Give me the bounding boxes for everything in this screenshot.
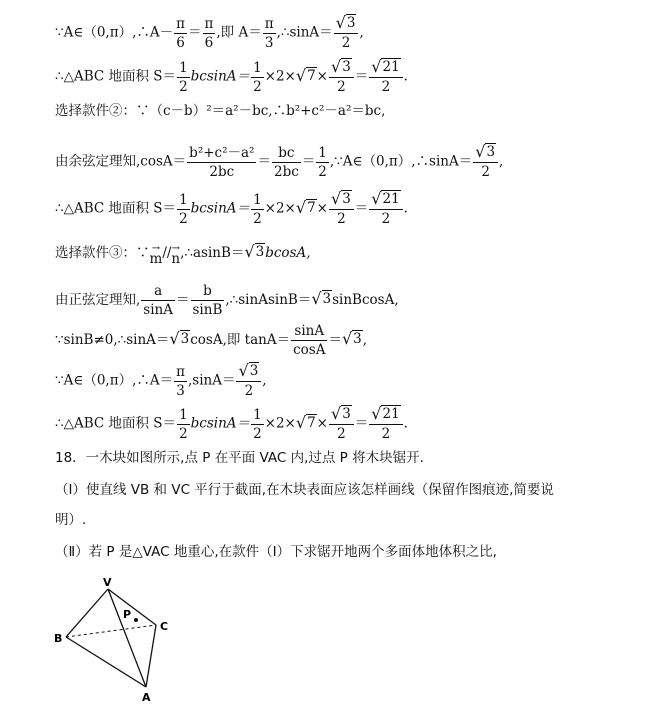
denominator: sinA xyxy=(143,302,173,318)
solution-line-4 xyxy=(55,143,503,181)
text: ×2× xyxy=(264,415,296,432)
radicand: 7 xyxy=(307,414,316,431)
text: . xyxy=(403,200,408,217)
text: ＝ xyxy=(354,415,369,432)
text: ∴△ABC 地面积 S＝ xyxy=(55,68,177,85)
numerator: π xyxy=(176,363,185,380)
fraction xyxy=(316,144,329,181)
sqrt: √ 3 xyxy=(244,242,265,261)
solution-line-1 xyxy=(55,14,364,52)
radicand: 3 xyxy=(255,244,265,260)
fraction xyxy=(263,15,276,52)
denominator: 2 xyxy=(253,425,262,442)
radicand: 3 xyxy=(342,406,351,422)
solution-line-6 xyxy=(55,242,311,267)
denominator: 2 xyxy=(337,211,346,227)
edge-CA xyxy=(146,625,156,687)
fraction: √ 3 2 xyxy=(329,190,354,228)
text: ＝ xyxy=(257,153,271,170)
fraction: √ 3 2 xyxy=(473,143,498,181)
radicand: 3 xyxy=(180,331,190,347)
text: 选择款件③：∵ xyxy=(55,245,150,261)
denominator: 2 xyxy=(481,164,490,180)
fraction: √ 21 2 xyxy=(369,405,402,443)
numerator: π xyxy=(264,15,274,32)
text: bcsinA＝ xyxy=(190,68,251,85)
label-P: P xyxy=(123,608,132,621)
radicand: 3 xyxy=(342,59,351,75)
text: ∵A∈（0,π）,∴A＝ xyxy=(55,372,174,389)
edge-BC-hidden xyxy=(66,625,156,637)
text: ∴△ABC 地面积 S＝ xyxy=(55,200,177,217)
fraction: √ 21 2 xyxy=(369,58,402,96)
text: ＝ xyxy=(328,332,342,348)
text: , xyxy=(362,332,368,348)
radicand: 21 xyxy=(382,406,400,422)
fraction xyxy=(174,363,187,400)
radicand: 3 xyxy=(342,191,351,207)
text: ×2× xyxy=(264,200,296,217)
text: ,即 A＝ xyxy=(216,24,262,41)
text: ＝ xyxy=(176,292,190,308)
numerator: b xyxy=(203,283,212,299)
numerator: π xyxy=(204,15,214,32)
vector-n: → n xyxy=(171,242,181,267)
text: ＝ xyxy=(301,153,316,170)
question-18: 18．一木块如图所示,点 P 在平面 VAC 内,过点 P 将木块锯开. xyxy=(55,450,424,466)
label-C: C xyxy=(160,620,169,633)
fraction xyxy=(177,406,190,443)
vector-letter: n xyxy=(171,250,181,267)
solution-line-5 xyxy=(55,190,408,228)
denominator: 2 xyxy=(179,78,188,95)
fraction xyxy=(334,14,359,52)
radicand: 21 xyxy=(382,59,400,75)
text: ＝ xyxy=(354,200,369,217)
text: . xyxy=(403,68,408,85)
solution-line-7 xyxy=(55,282,399,319)
text: ,∴sinA＝ xyxy=(276,24,333,41)
denominator: 2 xyxy=(253,210,262,227)
sqrt: √ 7 xyxy=(295,412,316,432)
solution-line-10 xyxy=(55,405,408,443)
fraction xyxy=(177,191,190,228)
numerator: π xyxy=(176,15,185,32)
text: ∵A∈（0,π）,∴A－ xyxy=(55,24,174,41)
text: ＝ xyxy=(188,24,202,41)
denominator: 2bc xyxy=(209,163,235,180)
solution-line-8 xyxy=(55,322,367,359)
denominator: 3 xyxy=(176,382,185,399)
text: ×2× xyxy=(264,68,296,85)
text: × xyxy=(316,68,328,85)
fraction xyxy=(191,282,225,319)
numerator: 1 xyxy=(179,191,188,208)
denominator: 2 xyxy=(341,35,351,51)
fraction xyxy=(177,59,190,96)
numerator: √ 3 xyxy=(335,13,356,32)
radicand: 7 xyxy=(307,67,316,84)
numerator: 1 xyxy=(253,59,262,76)
text: , xyxy=(262,372,267,389)
denominator: 6 xyxy=(204,34,214,51)
solution-line-9 xyxy=(55,362,267,400)
text: ,∴sinAsinB＝ xyxy=(225,292,312,308)
solution-line-2 xyxy=(55,58,408,96)
fraction xyxy=(251,59,264,96)
label-V: V xyxy=(103,576,112,589)
vector-m: → m xyxy=(149,242,163,267)
sqrt: √ 7 xyxy=(295,65,316,85)
sqrt: √ 7 xyxy=(295,197,316,217)
text: ＝ xyxy=(354,68,369,85)
text: ,∵A∈（0,π）,∴sinA＝ xyxy=(329,153,473,170)
edge-BA xyxy=(66,637,146,687)
sqrt: √ 3 xyxy=(341,329,362,348)
radicand: 3 xyxy=(486,144,496,160)
fraction: √ 3 2 xyxy=(329,58,354,96)
radicand: 3 xyxy=(322,291,332,307)
text: ∴△ABC 地面积 S＝ xyxy=(55,415,177,432)
denominator: 2 xyxy=(179,210,188,227)
text: bcsinA＝ xyxy=(190,200,251,217)
fraction xyxy=(203,15,216,52)
fraction xyxy=(187,144,256,181)
denominator: cosA xyxy=(293,342,326,358)
radicand: 21 xyxy=(382,191,400,207)
label-A: A xyxy=(142,691,151,704)
text: cosA,即 tanA＝ xyxy=(190,332,291,348)
denominator: 2 xyxy=(253,78,262,95)
fraction xyxy=(291,322,327,359)
radicand: 3 xyxy=(249,363,259,379)
solution-line-3: 选择款件②：∵（c－b）²＝a²－bc,∴b²+c²－a²＝bc, xyxy=(55,103,386,119)
denominator: 6 xyxy=(176,34,185,51)
numerator: 1 xyxy=(253,191,262,208)
text: , xyxy=(499,153,504,170)
question-part-1-line-2: 明）. xyxy=(55,512,87,528)
numerator: 1 xyxy=(179,406,188,423)
text: ∵sinB≠0,∴sinA＝ xyxy=(55,332,170,348)
text: bcosA, xyxy=(265,245,311,261)
text: × xyxy=(316,415,328,432)
text: bcsinA＝ xyxy=(190,415,251,432)
text: . xyxy=(403,415,408,432)
fraction: √ 3 2 xyxy=(236,362,261,400)
point-P xyxy=(134,618,138,622)
radicand: 3 xyxy=(353,331,362,347)
fraction xyxy=(251,191,264,228)
label-B: B xyxy=(54,632,63,645)
text: × xyxy=(316,200,328,217)
denominator: 2 xyxy=(318,163,327,180)
text: 由正弦定理知, xyxy=(55,292,141,308)
numerator: sinA xyxy=(294,323,325,339)
denominator: 2 xyxy=(381,211,391,227)
denominator: sinB xyxy=(192,302,223,318)
edge-VB xyxy=(66,589,108,637)
numerator: 1 xyxy=(318,144,327,161)
numerator: 1 xyxy=(179,59,188,76)
fraction: √ 3 2 xyxy=(329,405,354,443)
radicand: 7 xyxy=(307,199,316,216)
text: sinBcosA, xyxy=(332,292,399,308)
denominator: 2 xyxy=(337,79,346,95)
text: , xyxy=(359,24,364,41)
denominator: 2 xyxy=(381,79,391,95)
fraction xyxy=(272,144,301,181)
text: // xyxy=(162,245,172,261)
tetrahedron-figure xyxy=(50,575,180,705)
sqrt: √ 3 xyxy=(311,289,332,308)
denominator: 3 xyxy=(264,34,274,51)
fraction: √ 21 2 xyxy=(369,190,402,228)
fraction xyxy=(251,406,264,443)
denominator: 2bc xyxy=(273,163,299,180)
denominator: 2 xyxy=(244,383,254,399)
fraction xyxy=(141,282,175,319)
text: 由余弦定理知,cosA＝ xyxy=(55,153,187,170)
denominator: 2 xyxy=(337,426,346,442)
vector-letter: m xyxy=(149,250,163,267)
denominator: 2 xyxy=(179,425,188,442)
question-part-2: （Ⅱ）若 P 是△VAC 地重心,在款件（Ⅰ）下求锯开地两个多面体地体积之比, xyxy=(55,544,497,560)
text: ,sinA＝ xyxy=(188,372,236,389)
fraction xyxy=(174,15,187,52)
sqrt: √ 3 xyxy=(169,329,190,348)
numerator: 1 xyxy=(253,406,262,423)
numerator: a xyxy=(154,283,163,299)
text: ,∴asinB＝ xyxy=(180,245,245,261)
denominator: 2 xyxy=(381,426,391,442)
numerator: bc xyxy=(278,144,295,161)
numerator: b²+c²－a² xyxy=(189,144,255,161)
radicand: 3 xyxy=(346,15,356,31)
question-part-1-line-1: （Ⅰ）使直线 VB 和 VC 平行于截面,在木块表面应该怎样画线（保留作图痕迹,简要说 xyxy=(55,482,554,498)
